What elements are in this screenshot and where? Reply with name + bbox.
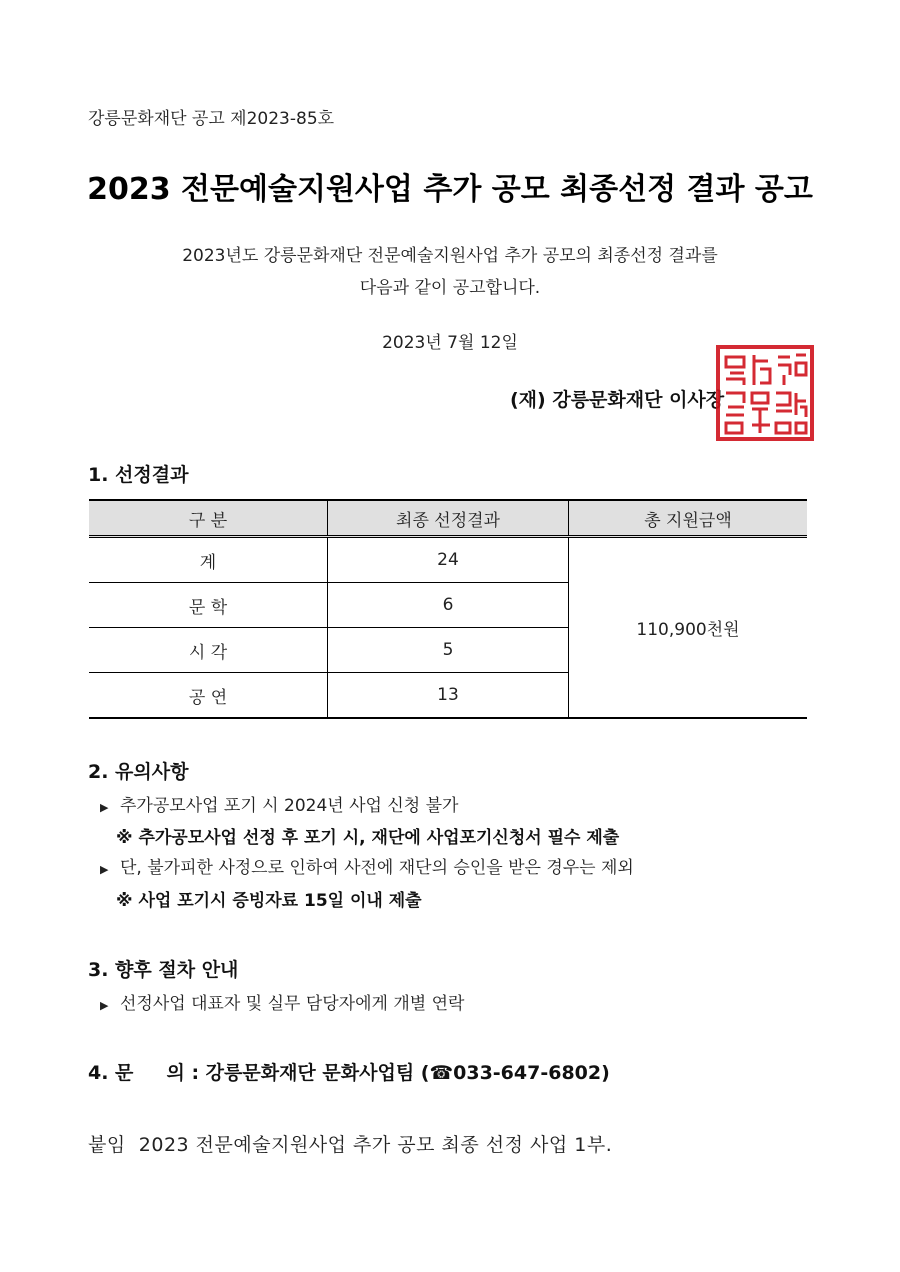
- section-3-heading: 3. 향후 절차 안내: [88, 959, 239, 981]
- note-text: ※ 추가공모사업 선정 후 포기 시, 재단에 사업포기신청서 필수 제출: [116, 828, 620, 848]
- row-count: 6: [328, 583, 569, 628]
- attachment-note: 붙임 2023 전문예술지원사업 추가 공모 최종 선정 사업 1부.: [88, 1134, 613, 1156]
- row-category: 시 각: [89, 628, 328, 673]
- total-amount: 110,900천원: [569, 537, 808, 719]
- notice-date: 2023년 7월 12일: [382, 333, 518, 353]
- note-text: ※ 사업 포기시 증빙자료 15일 이내 제출: [116, 891, 422, 911]
- list-item: [100, 989, 464, 1014]
- row-category: 계: [89, 537, 328, 583]
- official-seal-icon: [716, 345, 814, 441]
- notice-number: 강릉문화재단 공고 제2023-85호: [88, 109, 335, 129]
- table-row: [89, 537, 807, 583]
- intro-line-1: 2023년도 강릉문화재단 전문예술지원사업 추가 공모의 최종선정 결과를: [182, 246, 718, 266]
- section-2-heading: 2. 유의사항: [88, 761, 189, 783]
- triangle-right-icon: ▶: [100, 863, 109, 876]
- page-title: 2023 전문예술지원사업 추가 공모 최종선정 결과 공고: [87, 172, 813, 207]
- results-table: [89, 499, 807, 719]
- row-count: 13: [328, 673, 569, 719]
- triangle-right-icon: ▶: [100, 801, 109, 814]
- table-header-amount: 총 지원금액: [569, 500, 808, 537]
- row-category: 문 학: [89, 583, 328, 628]
- list-item: [100, 853, 634, 878]
- section-1-heading: 1. 선정결과: [88, 464, 189, 486]
- contact-info: 4. 문 의 : 강릉문화재단 문화사업팀 (☎033-647-6802): [88, 1062, 610, 1084]
- row-category: 공 연: [89, 673, 328, 719]
- table-header-category: 구 분: [89, 500, 328, 537]
- issuer-name: (재) 강릉문화재단 이사장: [510, 389, 725, 411]
- row-count: 24: [328, 537, 569, 583]
- intro-line-2: 다음과 같이 공고합니다.: [359, 278, 541, 298]
- list-item-text: 단, 불가피한 사정으로 인하여 사전에 재단의 승인을 받은 경우는 제외: [120, 858, 634, 878]
- list-item: [100, 791, 458, 816]
- table-header-result: 최종 선정결과: [328, 500, 569, 537]
- list-item-text: 선정사업 대표자 및 실무 담당자에게 개별 연락: [120, 994, 465, 1014]
- row-count: 5: [328, 628, 569, 673]
- triangle-right-icon: ▶: [100, 999, 109, 1012]
- list-item-text: 추가공모사업 포기 시 2024년 사업 신청 불가: [120, 796, 459, 816]
- intro-text: [0, 240, 900, 304]
